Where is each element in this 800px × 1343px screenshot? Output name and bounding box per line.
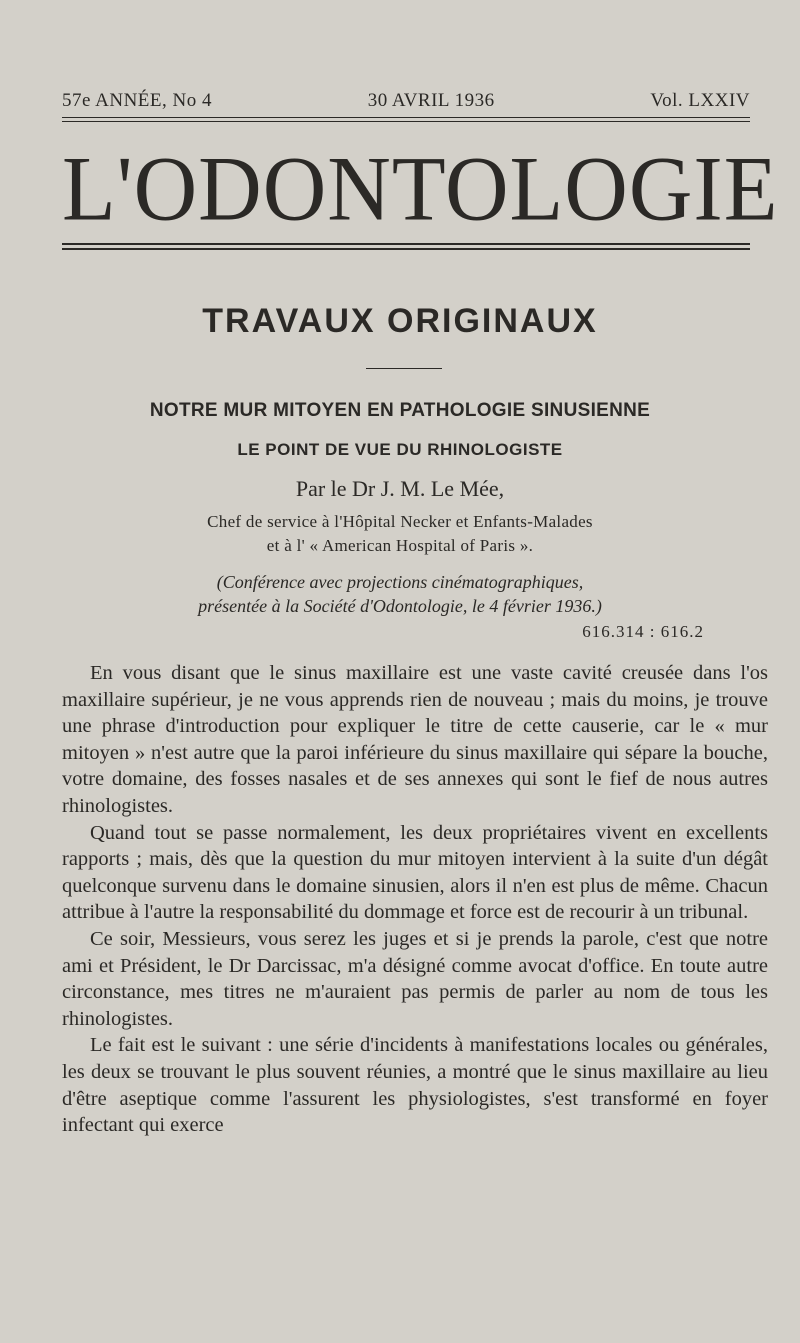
body-paragraph: En vous disant que le sinus maxillaire est une vaste cavité creusée dans l'os maxillaire supérieur, je ne vous apprends rien de nouveau ; mais du moins, je trouve une phrase d'introduction pour expliquer le titre de cette causerie, car le « mur mitoyen » n'est autre que la paroi inférieure du sinus maxillaire qui sépare la bouche, votre domaine, des fosses nasales et de ses annexes qui sont le fief de nous autres rhinologistes.: [62, 662, 768, 817]
author-affiliation-1: Chef de service à l'Hôpital Necker et Enfants-Malades: [207, 512, 593, 531]
body-paragraph: Quand tout se passe normalement, les deux propriétaires vivent en excellents rapports ; mais, dès que la question du mur mitoyen intervient à la suite d'un dégât quelconque survenu dans le domaine sinusien, alors il n'en est plus de même. Chacun attribue à l'autre la responsabilité du dommage et force est de recourir à un tribunal.: [62, 821, 768, 924]
author-affiliation-2: et à l' « American Hospital of Paris ».: [266, 536, 534, 555]
conference-note-1: (Conférence avec projections cinématographiques,: [216, 572, 584, 592]
running-header: [62, 90, 750, 112]
body-paragraph: Ce soir, Messieurs, vous serez les juges et si je prends la parole, c'est que notre ami et Président, le Dr Darcissac, m'a désigné comme avocat d'office. En toute autre circonstance, mes titres ne m'auraient pas permis de parler au nom de tous les rhinologistes.: [62, 927, 768, 1030]
classification-code: 616.314 : 616.2: [582, 622, 704, 641]
article-subtitle: LE POINT DE VUE DU RHINOLOGISTE: [237, 440, 563, 459]
article-author: Par le Dr J. M. Le Mée,: [295, 476, 505, 501]
article-title: NOTRE MUR MITOYEN EN PATHOLOGIE SINUSIENNE: [149, 400, 651, 421]
masthead-rule: [62, 243, 750, 250]
header-rule: [62, 117, 750, 122]
body-paragraph: Le fait est le suivant : une série d'incidents à manifestations locales ou générales, les deux se trouvant le plus souvent réunies, a montré que le sinus maxillaire au lieu d'être aseptique comme l'assurent les physiologistes, s'est transformé en foyer infectant qui exerce: [62, 1034, 768, 1137]
issue-date: 30 AVRIL 1936: [367, 90, 495, 111]
article-body: [62, 660, 768, 1139]
conference-note-2: présentée à la Société d'Odontologie, le 4 février 1936.): [198, 596, 602, 616]
section-title: TRAVAUX ORIGINAUX: [202, 302, 598, 340]
volume-number: Vol. LXXIV: [650, 90, 750, 111]
issue-number: 57e ANNÉE, No 4: [62, 90, 212, 111]
journal-masthead: L'ODONTOLOGIE: [62, 138, 779, 241]
section-divider: [366, 368, 442, 369]
